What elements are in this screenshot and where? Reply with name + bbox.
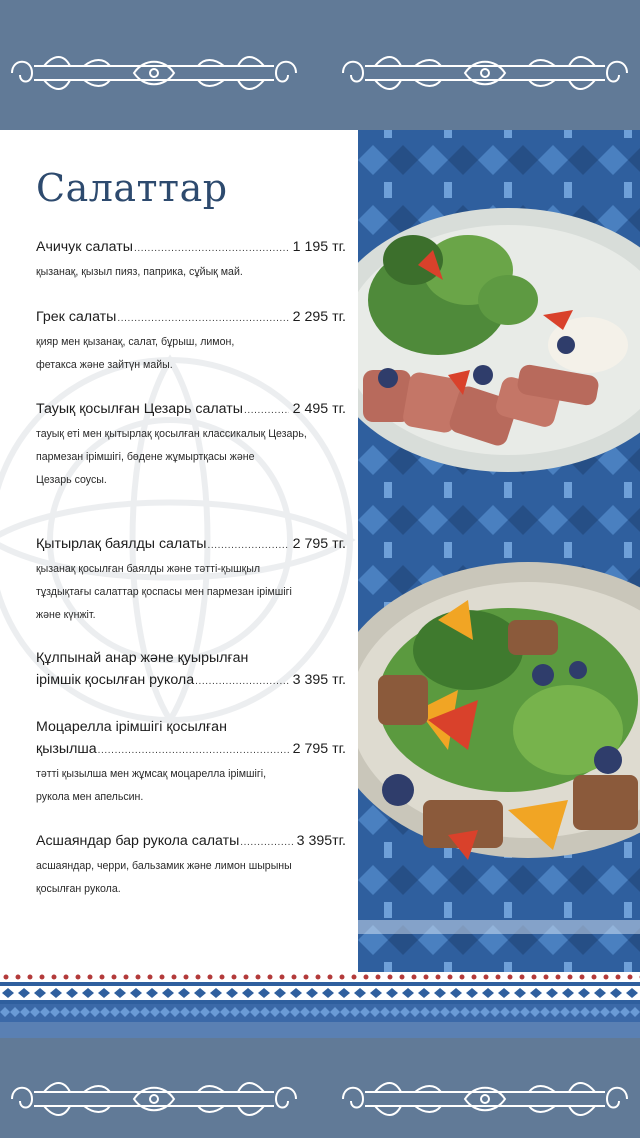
dot-leader [240, 832, 292, 854]
item-name: ірімшік қосылған рукола [36, 672, 195, 688]
menu-item-strawberry-arugula [36, 647, 346, 693]
description-line: қызанақ қосылған баялды және тәтті-қышқыл [36, 563, 261, 575]
item-price: 2 795 тг. [292, 741, 346, 757]
item-price: 3 395 тг. [292, 672, 346, 688]
item-price: 2 795 тг. [292, 536, 346, 552]
dot-leader [208, 535, 289, 557]
description-line: Цезарь соусы. [36, 474, 107, 486]
description-line: тауық еті мен қытырлақ қосылған классикалық Цезарь, [36, 428, 307, 440]
bottom-ornament-band [0, 1038, 640, 1138]
item-description [36, 855, 346, 901]
item-line [36, 830, 346, 854]
item-name: Асшаяндар бар рукола салаты [36, 833, 240, 849]
item-name: қызылша [36, 741, 97, 757]
menu-panel [0, 130, 358, 972]
menu-item-caesar [36, 398, 346, 492]
salad-photo [358, 130, 640, 972]
description-line: тәтті қызылша мен жұмсақ моцарелла ірімшігі, [36, 768, 267, 780]
menu-item-achichuk [36, 236, 346, 284]
item-price: 2 495 тг. [292, 401, 346, 417]
item-line [36, 306, 346, 330]
dot-leader [117, 308, 288, 330]
scroll-ornament-right-icon [334, 1076, 636, 1122]
top-ornament-band [0, 0, 640, 130]
item-name: Ачичук салаты [36, 239, 133, 255]
description-line: рукола мен апельсин. [36, 791, 144, 803]
menu-item-crispy-eggplant [36, 533, 346, 627]
dot-leader [244, 400, 289, 422]
scroll-ornament-left-icon [4, 50, 304, 96]
item-name: Грек салаты [36, 309, 117, 325]
tablecloth-pattern-icon [0, 972, 640, 1038]
item-line [36, 236, 346, 260]
dot-leader [134, 238, 289, 260]
section-title: Салаттар [36, 166, 228, 210]
item-line [36, 738, 346, 762]
item-line [36, 533, 346, 557]
item-name: Тауық қосылған Цезарь салаты [36, 401, 243, 417]
item-line [36, 398, 346, 422]
item-description [36, 423, 346, 492]
scroll-ornament-right-icon [334, 50, 636, 96]
description-line: қосылған рукола. [36, 883, 121, 895]
description-line: қияр мен қызанақ, салат, бұрыш, лимон, [36, 336, 235, 348]
item-name-line: Моцарелла ірімшігі қосылған [36, 719, 227, 735]
salad-plate-photo-icon [358, 130, 640, 972]
menu-item-greek [36, 306, 346, 377]
menu-item-shrimp-arugula [36, 830, 346, 901]
scroll-ornament-left-icon [4, 1076, 304, 1122]
dot-leader [98, 740, 289, 762]
item-price: 3 395тг. [296, 833, 346, 849]
item-description [36, 331, 346, 377]
description-line: пармезан ірімшігі, бөдене жұмыртқасы және [36, 451, 255, 463]
description-line: қызанақ, қызыл пияз, паприка, сұйық май. [36, 266, 243, 278]
item-description [36, 558, 346, 627]
menu-item-beetroot-mozzarella [36, 716, 346, 809]
item-line [36, 669, 346, 693]
item-description [36, 763, 346, 809]
item-price: 2 295 тг. [292, 309, 346, 325]
tablecloth-pattern-strip [0, 972, 640, 1038]
description-line: фетакса және зайтүн майы. [36, 359, 173, 371]
item-name-line: Құлпынай анар және қуырылған [36, 650, 249, 666]
description-line: асшаяндар, черри, бальзамик және лимон шырыны [36, 860, 292, 872]
item-description [36, 261, 346, 284]
description-line: және күнжіт. [36, 609, 96, 621]
item-price: 1 195 тг. [292, 239, 346, 255]
description-line: тұздықтағы салаттар қоспасы мен пармезан ірімшігі [36, 586, 292, 598]
item-name: Қытырлақ баялды салаты [36, 536, 207, 552]
dot-leader [195, 671, 289, 693]
